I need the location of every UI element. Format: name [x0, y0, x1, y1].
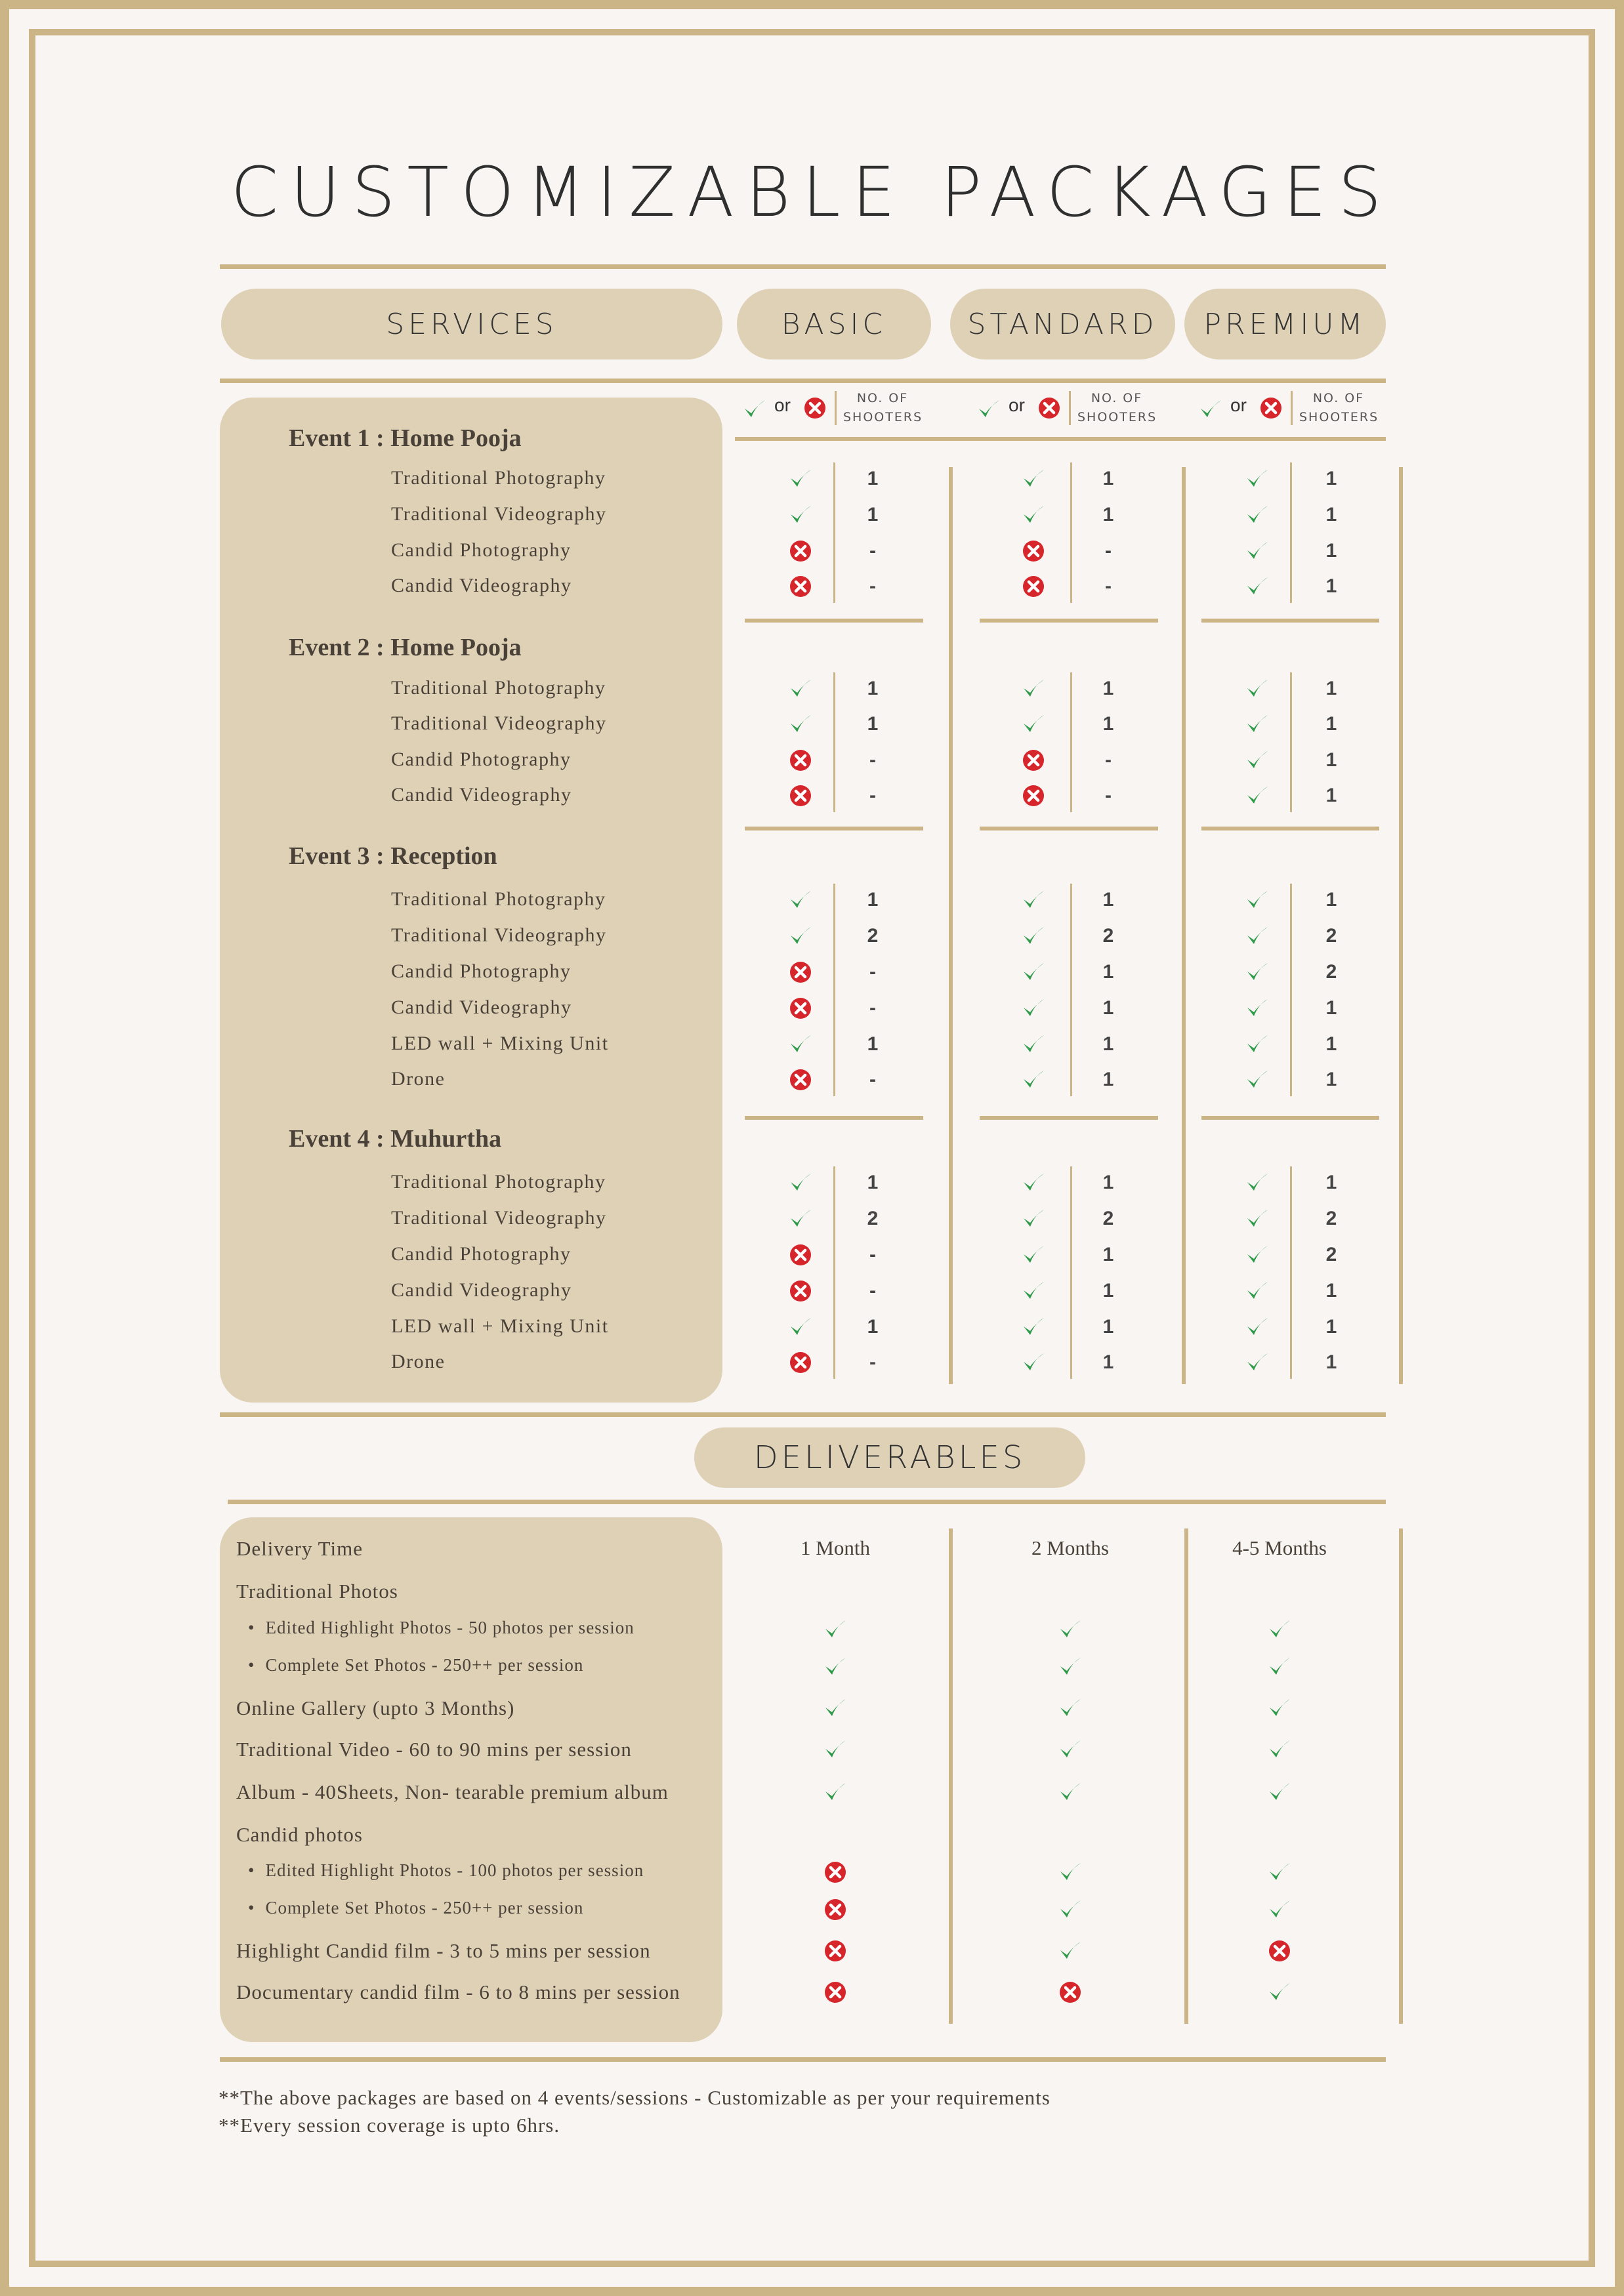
shooter-count: 1 [867, 713, 879, 735]
package-column-line [949, 467, 953, 1384]
legend-divider-premium [1291, 391, 1293, 425]
check-icon [1244, 747, 1270, 773]
package-column-line [1182, 467, 1186, 1384]
legend-rule [735, 437, 1386, 441]
check-icon [1244, 923, 1270, 949]
shooter-count: 1 [1325, 1316, 1337, 1338]
check-icon [1057, 1695, 1083, 1721]
legend-shooters-line1-standard: NO. OF [1091, 391, 1143, 405]
check-icon [1244, 676, 1270, 702]
premium-header: PREMIUM [1184, 289, 1386, 359]
check-icon [1020, 1278, 1047, 1304]
event-separator [980, 1116, 1158, 1120]
column-divider [833, 672, 835, 812]
shooter-count: 1 [1325, 749, 1337, 771]
check-icon [787, 1170, 814, 1196]
check-icon [1057, 1896, 1083, 1923]
service-name: Candid Videography [391, 996, 572, 1018]
check-icon [787, 676, 814, 702]
column-divider [833, 884, 835, 1096]
event-title: Event 2 : Home Pooja [289, 634, 522, 661]
event-separator [1201, 1116, 1379, 1120]
shooter-count: 1 [1102, 997, 1114, 1019]
column-divider [1070, 884, 1072, 1096]
service-name: Drone [391, 1068, 446, 1090]
check-icon [787, 466, 814, 492]
check-icon [1244, 1031, 1270, 1057]
cross-icon [822, 1896, 848, 1923]
deliverable-item: Online Gallery (upto 3 Months) [236, 1696, 515, 1719]
event-separator [1201, 827, 1379, 830]
shooter-count: - [869, 749, 876, 771]
service-name: Candid Videography [391, 1279, 572, 1301]
service-name: Candid Photography [391, 1243, 572, 1265]
header-rule [220, 379, 1386, 383]
shooter-count: - [869, 540, 876, 562]
shooter-count: 1 [867, 504, 879, 525]
column-divider [1290, 462, 1292, 603]
check-icon [1020, 1031, 1047, 1057]
check-icon [1266, 1654, 1293, 1680]
cross-icon [787, 1242, 814, 1268]
check-icon [1244, 466, 1270, 492]
deliverable-item: Highlight Candid film - 3 to 5 mins per session [236, 1939, 651, 1962]
event-title: Event 1 : Home Pooja [289, 424, 522, 452]
check-icon [1057, 1779, 1083, 1805]
shooter-count: 1 [1102, 1280, 1114, 1302]
legend-shooters-line1-basic: NO. OF [856, 391, 909, 405]
check-icon [1020, 959, 1047, 985]
shooter-count: 1 [1102, 1069, 1114, 1090]
event-separator [1201, 619, 1379, 623]
shooter-count: - [1105, 540, 1112, 562]
check-icon [1020, 1067, 1047, 1093]
check-icon [822, 1779, 848, 1805]
shooter-count: - [869, 575, 876, 597]
shooter-count: 1 [1102, 1351, 1114, 1373]
check-icon [1020, 466, 1047, 492]
deliverable-column-line [1399, 1528, 1403, 2024]
legend-or-premium: or [1230, 395, 1247, 415]
deliverable-group-heading: Traditional Photos [236, 1580, 398, 1603]
shooter-count: 1 [1325, 1069, 1337, 1090]
service-name: Candid Photography [391, 539, 572, 561]
cross-icon [822, 1859, 848, 1885]
check-icon [1020, 502, 1047, 528]
check-icon [1020, 1206, 1047, 1232]
service-name: Traditional Photography [391, 888, 606, 910]
service-name: Traditional Photography [391, 1171, 606, 1193]
shooter-count: 1 [1325, 1172, 1337, 1193]
column-divider [833, 462, 835, 603]
check-icon [1244, 1349, 1270, 1376]
check-icon [822, 1736, 848, 1763]
cross-icon [787, 1278, 814, 1304]
shooter-count: 2 [1325, 961, 1337, 983]
column-divider [1070, 462, 1072, 603]
cross-icon [822, 1938, 848, 1964]
shooter-count: 1 [1325, 504, 1337, 525]
services-header: SERVICES [221, 289, 722, 359]
shooter-count: 1 [867, 1316, 879, 1338]
check-icon [976, 396, 1002, 422]
shooter-count: - [869, 1069, 876, 1090]
shooter-count: 1 [1102, 504, 1114, 525]
service-name: Traditional Videography [391, 503, 607, 525]
shooter-count: 1 [1325, 678, 1337, 699]
shooter-count: 1 [1102, 961, 1114, 983]
cross-icon [1266, 1938, 1293, 1964]
cross-icon [1057, 1979, 1083, 2005]
cross-icon [787, 747, 814, 773]
check-icon [1244, 1314, 1270, 1340]
shooter-count: - [1105, 575, 1112, 597]
service-name: Traditional Photography [391, 467, 606, 489]
column-divider [1290, 672, 1292, 812]
check-icon [787, 923, 814, 949]
shooter-count: 1 [1325, 785, 1337, 806]
check-icon [1244, 538, 1270, 564]
shooter-count: 1 [1102, 678, 1114, 699]
deliverable-item: Traditional Video - 60 to 90 mins per session [236, 1738, 632, 1761]
shooter-count: 1 [1325, 468, 1337, 489]
shooter-count: - [1105, 785, 1112, 806]
check-icon [1057, 1616, 1083, 1643]
event-separator [745, 1116, 923, 1120]
event-title: Event 4 : Muhurtha [289, 1125, 502, 1153]
check-icon [787, 1206, 814, 1232]
deliverable-item: Album - 40Sheets, Non- tearable premium album [236, 1780, 669, 1803]
shooter-count: 1 [867, 1172, 879, 1193]
service-name: LED wall + Mixing Unit [391, 1033, 609, 1054]
delivery-time-value: 4-5 Months [1232, 1536, 1327, 1559]
delivery-time-value: 1 Month [801, 1536, 870, 1559]
check-icon [1244, 959, 1270, 985]
shooter-count: 1 [1325, 1351, 1337, 1373]
service-name: Candid Videography [391, 575, 572, 596]
shooter-count: 2 [1325, 1208, 1337, 1229]
deliverables-bottom-rule [220, 2057, 1386, 2062]
cross-icon [802, 395, 828, 421]
deliverable-item: • Edited Highlight Photos - 100 photos per session [248, 1860, 644, 1881]
shooter-count: 2 [1102, 925, 1114, 947]
shooter-count: 1 [1102, 1316, 1114, 1338]
footnote-2: **Every session coverage is upto 6hrs. [219, 2114, 560, 2137]
legend-shooters-line2-premium: SHOOTERS [1299, 410, 1379, 424]
delivery-time-value: 2 Months [1031, 1536, 1109, 1559]
shooter-count: 1 [1325, 1280, 1337, 1302]
cross-icon [1020, 538, 1047, 564]
check-icon [1020, 1242, 1047, 1268]
legend-or-basic: or [774, 395, 791, 415]
check-icon [1020, 923, 1047, 949]
shooter-count: - [1105, 749, 1112, 771]
shooter-count: - [869, 997, 876, 1019]
legend-shooters-line2-basic: SHOOTERS [843, 410, 923, 424]
title-rule [220, 264, 1386, 269]
shooter-count: - [869, 961, 876, 983]
check-icon [1244, 995, 1270, 1021]
deliverable-group-heading: Candid photos [236, 1823, 363, 1846]
check-icon [1266, 1859, 1293, 1885]
legend-shooters-line1-premium: NO. OF [1312, 391, 1365, 405]
shooter-count: 1 [867, 468, 879, 489]
service-name: Traditional Videography [391, 924, 607, 946]
shooter-count: 1 [867, 678, 879, 699]
check-icon [1020, 995, 1047, 1021]
service-name: LED wall + Mixing Unit [391, 1315, 609, 1337]
check-icon [1244, 502, 1270, 528]
check-icon [1244, 887, 1270, 913]
service-name: Candid Photography [391, 960, 572, 982]
shooter-count: 1 [1325, 997, 1337, 1019]
check-icon [1020, 676, 1047, 702]
footnote-1: **The above packages are based on 4 events/sessions - Customizable as per your requirements [219, 2086, 1051, 2109]
shooter-count: 1 [1325, 575, 1337, 597]
cross-icon [787, 1349, 814, 1376]
check-icon [1244, 1206, 1270, 1232]
shooter-count: 1 [1102, 713, 1114, 735]
cross-icon [1020, 573, 1047, 600]
cross-icon [1020, 783, 1047, 809]
event-separator [745, 827, 923, 830]
shooter-count: 1 [1102, 1244, 1114, 1265]
cross-icon [787, 1067, 814, 1093]
check-icon [1057, 1736, 1083, 1763]
check-icon [1266, 1736, 1293, 1763]
deliverable-item: • Complete Set Photos - 250++ per session [248, 1655, 583, 1675]
check-icon [1266, 1779, 1293, 1805]
shooter-count: 2 [1102, 1208, 1114, 1229]
deliverables-rule [228, 1500, 1386, 1504]
event-separator [745, 619, 923, 623]
event-separator [980, 827, 1158, 830]
check-icon [1197, 396, 1224, 422]
service-name: Traditional Videography [391, 1207, 607, 1229]
check-icon [741, 396, 768, 422]
check-icon [1244, 573, 1270, 600]
cross-icon [1020, 747, 1047, 773]
shooter-count: - [869, 1244, 876, 1265]
check-icon [787, 1031, 814, 1057]
service-name: Traditional Videography [391, 712, 607, 734]
cross-icon [787, 573, 814, 600]
check-icon [1266, 1616, 1293, 1643]
check-icon [1244, 711, 1270, 737]
shooter-count: 2 [1325, 1244, 1337, 1265]
shooter-count: 1 [1102, 1033, 1114, 1055]
check-icon [1266, 1896, 1293, 1923]
package-column-line [1399, 467, 1403, 1384]
column-divider [1070, 1166, 1072, 1379]
check-icon [1020, 1349, 1047, 1376]
check-icon [1057, 1654, 1083, 1680]
deliverable-item: • Complete Set Photos - 250++ per session [248, 1898, 583, 1918]
check-icon [787, 887, 814, 913]
deliverable-column-line [949, 1528, 953, 2024]
shooter-count: 1 [1102, 468, 1114, 489]
shooter-count: 2 [867, 925, 879, 947]
deliverable-column-line [1184, 1528, 1188, 2024]
check-icon [787, 711, 814, 737]
cross-icon [822, 1979, 848, 2005]
check-icon [1057, 1859, 1083, 1885]
check-icon [1020, 1170, 1047, 1196]
event-separator [980, 619, 1158, 623]
check-icon [822, 1654, 848, 1680]
check-icon [1020, 1314, 1047, 1340]
shooter-count: 2 [1325, 925, 1337, 947]
service-name: Candid Videography [391, 784, 572, 806]
check-icon [1244, 1242, 1270, 1268]
legend-or-standard: or [1009, 395, 1025, 415]
check-icon [1244, 1278, 1270, 1304]
shooter-count: 2 [867, 1208, 879, 1229]
shooter-count: 1 [867, 889, 879, 911]
service-name: Traditional Photography [391, 677, 606, 699]
check-icon [1266, 1695, 1293, 1721]
check-icon [787, 502, 814, 528]
check-icon [1020, 887, 1047, 913]
column-divider [1070, 672, 1072, 812]
shooter-count: 1 [1325, 889, 1337, 911]
check-icon [1244, 783, 1270, 809]
check-icon [1266, 1979, 1293, 2005]
delivery-time-label: Delivery Time [236, 1537, 363, 1560]
check-icon [1020, 711, 1047, 737]
check-icon [1057, 1938, 1083, 1964]
legend-divider-standard [1069, 391, 1071, 425]
cross-icon [787, 995, 814, 1021]
shooter-count: 1 [1325, 1033, 1337, 1055]
basic-header: BASIC [737, 289, 931, 359]
shooter-count: 1 [1325, 540, 1337, 562]
shooter-count: 1 [1102, 1172, 1114, 1193]
check-icon [822, 1695, 848, 1721]
shooter-count: - [869, 785, 876, 806]
column-divider [1290, 884, 1292, 1096]
page-title: CUSTOMIZABLE PACKAGES [230, 152, 1394, 232]
check-icon [1244, 1067, 1270, 1093]
services-bottom-rule [220, 1412, 1386, 1417]
shooter-count: - [869, 1351, 876, 1373]
legend-shooters-line2-standard: SHOOTERS [1077, 410, 1157, 424]
shooter-count: 1 [1325, 713, 1337, 735]
service-name: Candid Photography [391, 748, 572, 770]
cross-icon [787, 783, 814, 809]
deliverable-item: • Edited Highlight Photos - 50 photos per session [248, 1618, 635, 1638]
shooter-count: 1 [1102, 889, 1114, 911]
event-title: Event 3 : Reception [289, 842, 497, 870]
check-icon [787, 1314, 814, 1340]
cross-icon [1036, 395, 1062, 421]
shooter-count: 1 [867, 1033, 879, 1055]
legend-divider-basic [835, 391, 837, 425]
cross-icon [787, 959, 814, 985]
check-icon [1244, 1170, 1270, 1196]
cross-icon [1258, 395, 1284, 421]
cross-icon [787, 538, 814, 564]
column-divider [1290, 1166, 1292, 1379]
deliverables-header: DELIVERABLES [694, 1427, 1085, 1488]
check-icon [822, 1616, 848, 1643]
standard-header: STANDARD [950, 289, 1175, 359]
deliverable-item: Documentary candid film - 6 to 8 mins per session [236, 1980, 680, 2003]
column-divider [833, 1166, 835, 1379]
shooter-count: - [869, 1280, 876, 1302]
service-name: Drone [391, 1351, 446, 1372]
